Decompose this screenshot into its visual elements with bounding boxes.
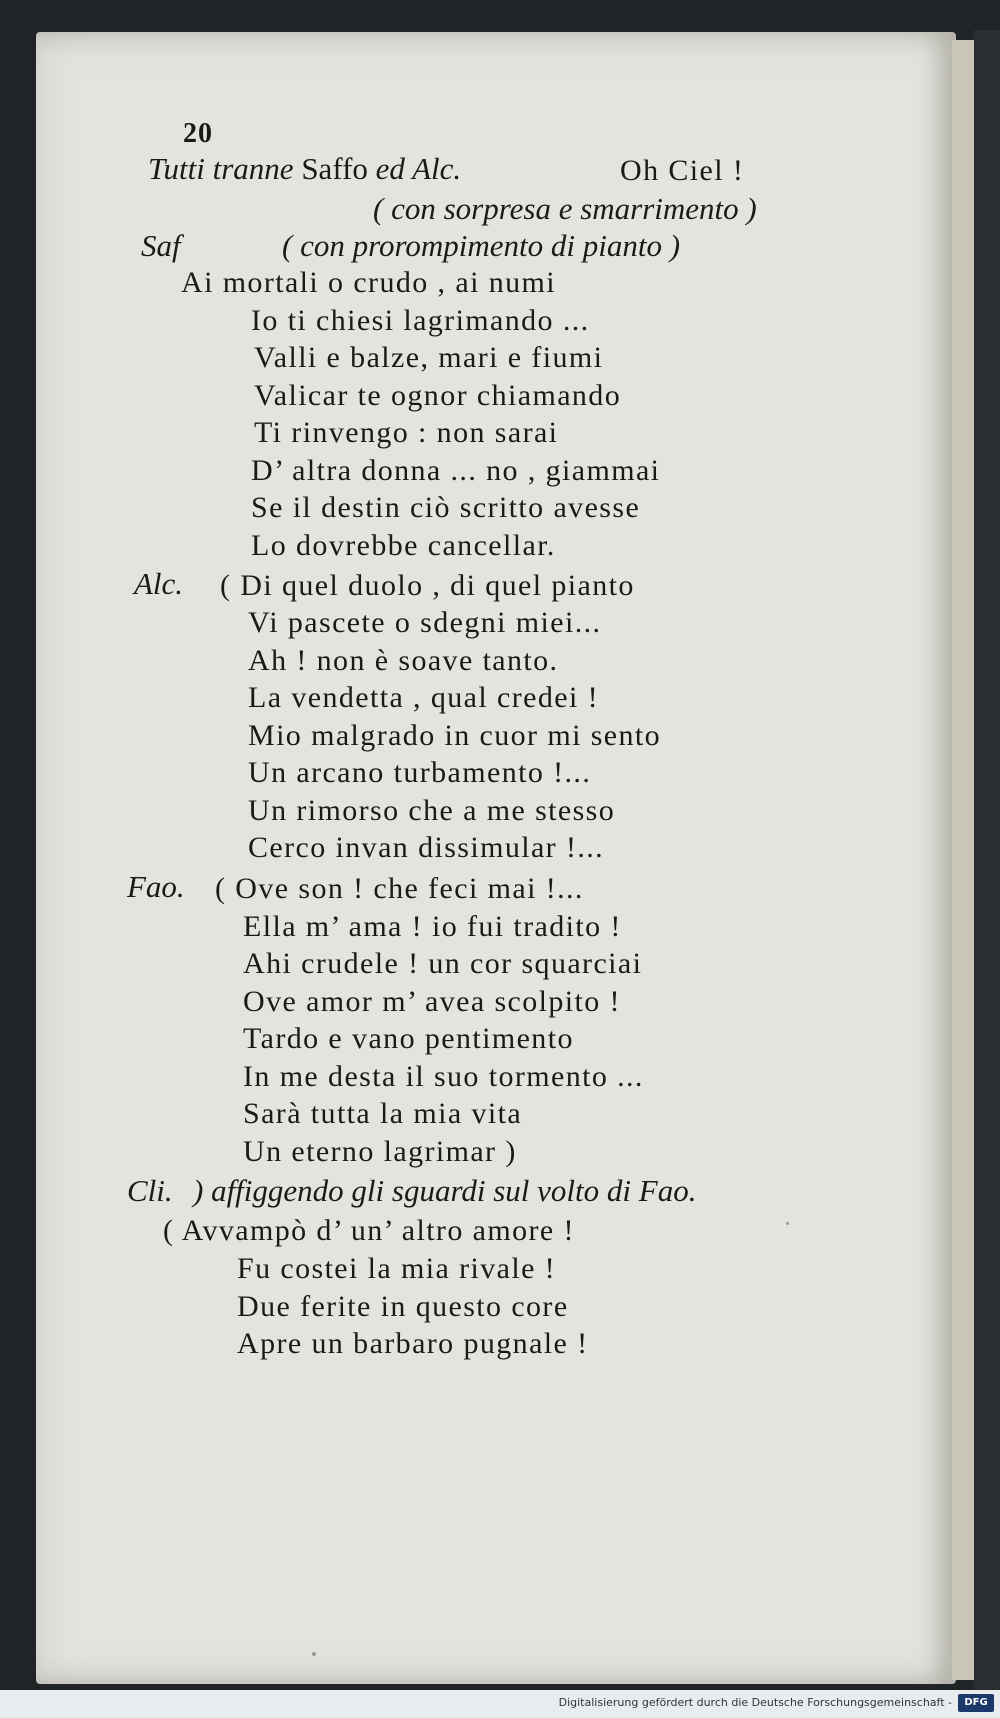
verse-line: Fu costei la mia rivale ! <box>237 1252 557 1285</box>
speaker-label: Cli. <box>127 1173 173 1208</box>
verse-line: Un arcano turbamento !... <box>248 756 592 789</box>
verse-line: Valli e balze, mari e fiumi <box>254 341 604 374</box>
verse-line: ( Di quel duolo , di quel pianto <box>220 569 635 602</box>
verse-line: Ai mortali o crudo , ai numi <box>181 266 556 299</box>
speaker-label: Saf <box>141 228 181 263</box>
stage-word: ed <box>375 151 405 186</box>
page-number: 20 <box>183 118 213 149</box>
verse-line: Ahi crudele ! un cor squarciai <box>243 947 643 980</box>
stage-direction: ) affiggendo gli sguardi sul volto di Fao. <box>193 1173 697 1208</box>
character-name: Alc. <box>412 151 462 186</box>
book-cover-edge <box>974 30 1000 1690</box>
speaker-label: Fao. <box>127 869 185 904</box>
verse-line: Due ferite in questo core <box>237 1290 569 1323</box>
verse-line: Sarà tutta la mia vita <box>243 1097 523 1130</box>
verse-line: ( Ove son ! che feci mai !... <box>215 872 584 905</box>
verse-line: Ti rinvengo : non sarai <box>254 416 559 449</box>
verse-line: Un rimorso che a me stesso <box>248 794 616 827</box>
verse-line: Ella m’ ama ! io fui tradito ! <box>243 910 622 943</box>
verse-line: Mio malgrado in cuor mi sento <box>248 719 662 752</box>
next-page-edge <box>952 40 974 1680</box>
verse-line: Io ti chiesi lagrimando ... <box>251 304 590 337</box>
paper-speck <box>786 1222 789 1225</box>
stage-direction: ( con sorpresa e smarrimento ) <box>373 191 757 226</box>
speaker-label: Tutti tranne <box>148 151 294 186</box>
paper-speck <box>312 1652 316 1656</box>
character-name: Saffo <box>301 151 368 186</box>
stage-direction: ( con prorompimento di pianto ) <box>282 228 681 263</box>
verse-line: Ah ! non è soave tanto. <box>248 644 559 677</box>
verse-line: Se il destin ciò scritto avesse <box>251 491 641 524</box>
verse-line: Cerco invan dissimular !... <box>248 831 605 864</box>
verse-line: ( Avvampò d’ un’ altro amore ! <box>163 1214 575 1247</box>
verse-line: Valicar te ognor chiamando <box>254 379 622 412</box>
verse-line: Vi pascete o sdegni miei... <box>248 606 602 639</box>
verse-line: Oh Ciel ! <box>620 154 745 187</box>
verse-line: Apre un barbaro pugnale ! <box>237 1327 589 1360</box>
verse-line: In me desta il suo tormento ... <box>243 1060 644 1093</box>
stage-direction-speakers <box>148 151 461 187</box>
verse-line: Lo dovrebbe cancellar. <box>251 529 556 562</box>
speaker-label: Alc. <box>134 566 184 601</box>
verse-line: Ove amor m’ avea scolpito ! <box>243 985 621 1018</box>
funding-credit: Digitalisierung gefördert durch die Deutsche Forschungsgemeinschaft - <box>558 1696 952 1709</box>
verse-line: D’ altra donna ... no , giammai <box>251 454 661 487</box>
dfg-logo: DFG <box>958 1694 994 1712</box>
verse-line: Tardo e vano pentimento <box>243 1022 574 1055</box>
verse-line: Un eterno lagrimar ) <box>243 1135 517 1168</box>
verse-line: La vendetta , qual credei ! <box>248 681 599 714</box>
